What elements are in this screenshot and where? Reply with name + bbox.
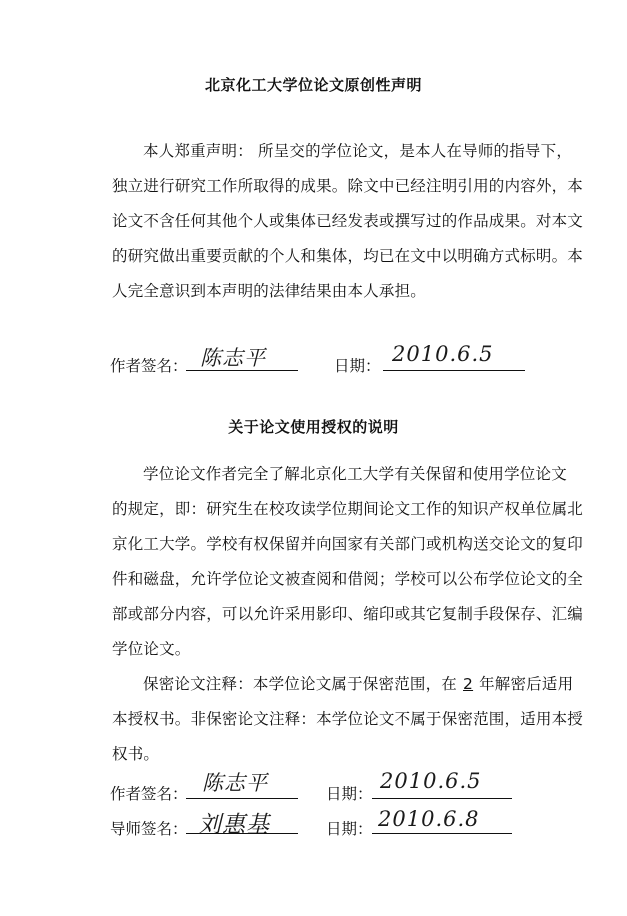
authorization-line: 学位论文。 — [112, 640, 191, 658]
authorization-author-date-label: 日期： — [326, 785, 373, 803]
secret-years: 2 — [463, 675, 474, 693]
authorization-author-label: 作者签名： — [110, 785, 188, 803]
declaration-line: 论文不含任何其他个人或集体已经发表或撰写过的作品成果。对本文 — [112, 212, 584, 230]
declaration-author-label: 作者签名： — [110, 357, 188, 375]
authorization-author-date-line — [372, 798, 512, 799]
authorization-body — [112, 457, 584, 772]
advisor-date-label: 日期： — [326, 820, 373, 838]
advisor-label: 导师签名： — [110, 820, 188, 838]
advisor-date-line — [372, 833, 512, 834]
advisor-date: 2010.6.8 — [378, 807, 480, 831]
authorization-title: 关于论文使用授权的说明 — [228, 418, 399, 436]
declaration-body — [112, 134, 584, 309]
declaration-line: 的研究做出重要贡献的个人和集体，均已在文中以明确方式标明。本 — [112, 247, 584, 265]
authorization-author-signature: 陈志平 — [202, 771, 268, 795]
secret-note-line: 权书。 — [112, 745, 160, 763]
secret-note-prefix: 保密论文注释：本学位论文属于保密范围，在 — [143, 675, 458, 693]
authorization-line: 学位论文作者完全了解北京化工大学有关保留和使用学位论文 — [143, 465, 567, 483]
authorization-author-date: 2010.6.5 — [380, 769, 482, 793]
declaration-title: 北京化工大学位论文原创性声明 — [204, 76, 422, 94]
authorization-line: 件和磁盘，允许学位论文被查阅和借阅；学校可以公布学位论文的全 — [112, 570, 584, 588]
secret-note-suffix: 年解密后适用 — [479, 675, 574, 693]
declaration-line: 本人郑重声明： 所呈交的学位论文，是本人在导师的指导下， — [143, 142, 573, 160]
declaration-author-signature: 陈志平 — [200, 346, 266, 370]
authorization-line: 部或部分内容，可以允许采用影印、缩印或其它复制手段保存、汇编 — [112, 605, 584, 623]
authorization-line: 的规定，即：研究生在校攻读学位期间论文工作的知识产权单位属北 — [112, 500, 584, 518]
declaration-line: 独立进行研究工作所取得的成果。除文中已经注明引用的内容外，本 — [112, 177, 584, 195]
secret-note-line — [112, 667, 574, 702]
declaration-date-label: 日期： — [334, 357, 381, 375]
advisor-signature: 刘惠基 — [198, 812, 270, 838]
declaration-line: 人完全意识到本声明的法律结果由本人承担。 — [112, 282, 427, 300]
declaration-date-line — [383, 370, 525, 371]
authorization-line: 京化工大学。学校有权保留并向国家有关部门或机构送交论文的复印 — [112, 535, 584, 553]
authorization-author-signature-line — [186, 798, 298, 799]
secret-note-line: 本授权书。非保密论文注释：本学位论文不属于保密范围，适用本授 — [112, 710, 584, 728]
declaration-date: 2010.6.5 — [392, 342, 494, 366]
